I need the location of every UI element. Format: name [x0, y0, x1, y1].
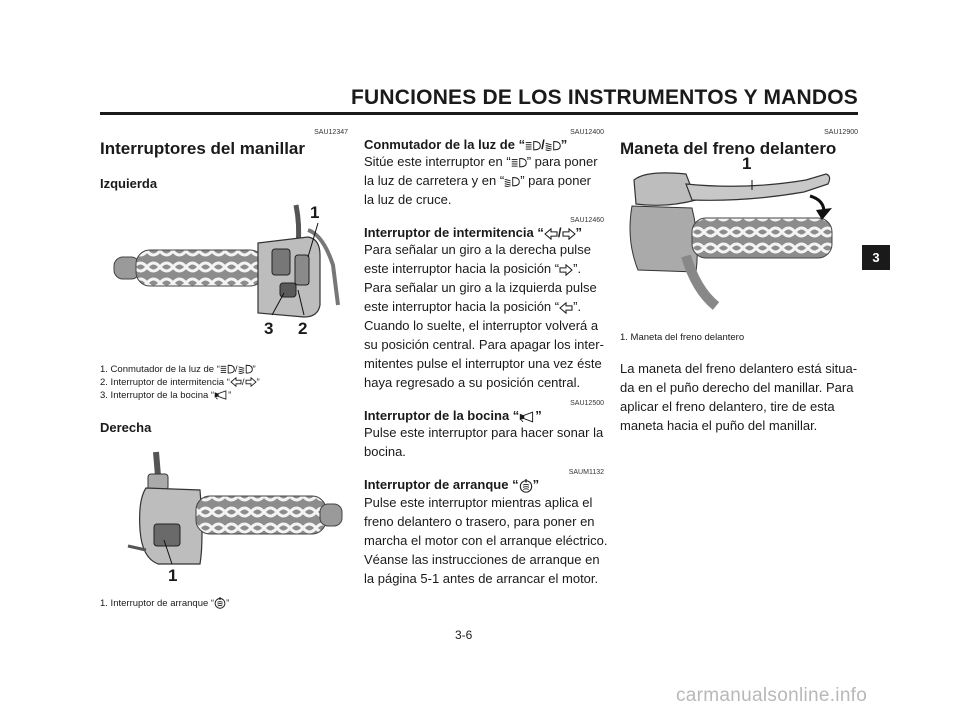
text-line: su posición central. Para apagar los inter- — [364, 337, 604, 352]
section-code: SAUM1132 — [568, 469, 604, 476]
high-beam-icon — [220, 364, 235, 374]
subheading-right: Derecha — [100, 420, 152, 435]
paragraph-turn-signal-switch — [364, 240, 604, 392]
text-line: Para señalar un giro a la derecha pulse — [364, 242, 591, 257]
section-code: SAU12347 — [314, 129, 348, 136]
caption-turn-signal-switch: 2. Interruptor de intermitencia “ / ” — [100, 377, 260, 388]
text-line: Pulse este interruptor mientras aplica el — [364, 494, 593, 510]
subheading-left: Izquierda — [100, 176, 158, 191]
left-fig-callout-2: 2 — [298, 319, 308, 338]
text-line: Cuando lo suelte, el interruptor volverá a — [364, 318, 599, 333]
text-line: haya regresado a su posición central. — [364, 375, 581, 390]
brake-fig-callout-1: 1 — [742, 154, 752, 173]
heading-start-switch: Interruptor de arranque “ ” — [364, 477, 540, 492]
text-line: da en el puño derecho del manillar. Para — [620, 380, 854, 395]
heading-horn-switch: Interruptor de la bocina “ ” — [364, 408, 542, 423]
text-line: bocina. — [364, 444, 406, 459]
left-figure-captions — [100, 363, 350, 402]
start-icon — [214, 597, 226, 609]
turn-right-icon — [562, 228, 576, 240]
start-icon — [519, 479, 533, 493]
caption-light-switch: 1. Conmutador de la luz de “ / ” — [100, 364, 256, 375]
heading-light-switch: Conmutador de la luz de “ / ” — [364, 137, 568, 152]
low-beam-icon — [545, 140, 561, 151]
text-line: aplicar el freno delantero, tire de esta — [620, 399, 835, 414]
turn-left-icon — [230, 377, 242, 387]
turn-left-icon — [544, 228, 558, 240]
text-line: La maneta del freno delantero está situa- — [620, 361, 858, 376]
text-line: freno delantero o trasero, para poner en — [364, 513, 595, 529]
left-handlebar-figure — [108, 195, 348, 345]
caption-start-switch: 1. Interruptor de arranque “ ” — [100, 598, 230, 609]
text-line: la página 5-1 antes de arrancar el motor. — [364, 570, 599, 586]
turn-left-icon — [559, 302, 573, 314]
turn-right-icon — [559, 264, 573, 276]
right-handlebar-illustration — [108, 440, 348, 588]
left-fig-callout-3: 3 — [264, 319, 274, 338]
caption-front-brake-lever: 1. Maneta del freno delantero — [620, 332, 745, 343]
header-rule — [100, 112, 858, 115]
column-2 — [364, 129, 608, 588]
paragraph-light-switch — [364, 152, 604, 209]
horn-icon — [214, 390, 228, 400]
low-beam-icon — [238, 364, 253, 374]
text-line: Sitúe este interruptor en “ ” para poner — [364, 154, 598, 169]
section-code: SAU12460 — [570, 217, 604, 224]
text-line: la luz de cruce. — [364, 192, 452, 207]
left-fig-callout-1: 1 — [310, 203, 320, 222]
text-line: marcha el motor con el arranque eléctrico. — [364, 532, 608, 548]
text-line: Véanse las instrucciones de arranque en — [364, 551, 600, 567]
section-code: SAU12400 — [570, 129, 604, 136]
text-line: Pulse este interruptor para hacer sonar la — [364, 425, 604, 440]
high-beam-icon — [511, 157, 527, 168]
watermark: carmanualsonline.info — [676, 685, 868, 706]
paragraph-horn-switch — [364, 423, 604, 461]
section-code: SAU12900 — [824, 129, 858, 136]
front-brake-illustration — [626, 160, 858, 310]
text-line: maneta hacia el puño del manillar. — [620, 418, 818, 433]
caption-horn-switch: 3. Interruptor de la bocina “ ” — [100, 390, 232, 401]
right-figure-caption — [100, 597, 350, 610]
high-beam-icon — [525, 140, 541, 151]
horn-icon — [519, 411, 535, 423]
chapter-tab: 3 — [862, 245, 890, 270]
paragraph-front-brake — [620, 359, 858, 435]
page-number: 3-6 — [455, 628, 473, 642]
page-header-title: FUNCIONES DE LOS INSTRUMENTOS Y MANDOS — [351, 86, 858, 109]
front-brake-figure — [626, 154, 858, 310]
paragraph-start-switch — [364, 493, 608, 588]
text-line: este interruptor hacia la posición “ ”. — [364, 261, 582, 276]
section-title-handlebar-switches: Interruptores del manillar — [100, 139, 305, 158]
heading-turn-signal-switch: Interruptor de intermitencia “ / ” — [364, 225, 582, 240]
right-handlebar-figure — [108, 440, 348, 588]
text-line: Para señalar un giro a la izquierda pulse — [364, 280, 597, 295]
section-title-front-brake: Maneta del freno delantero — [620, 139, 837, 158]
text-line: este interruptor hacia la posición “ ”. — [364, 299, 582, 314]
low-beam-icon — [504, 176, 520, 187]
section-code: SAU12500 — [570, 400, 604, 407]
turn-right-icon — [245, 377, 257, 387]
right-fig-callout-1: 1 — [168, 566, 178, 585]
text-line: la luz de carretera y en “ ” para poner — [364, 173, 592, 188]
text-line: mitentes pulse el interruptor una vez éste — [364, 356, 602, 371]
